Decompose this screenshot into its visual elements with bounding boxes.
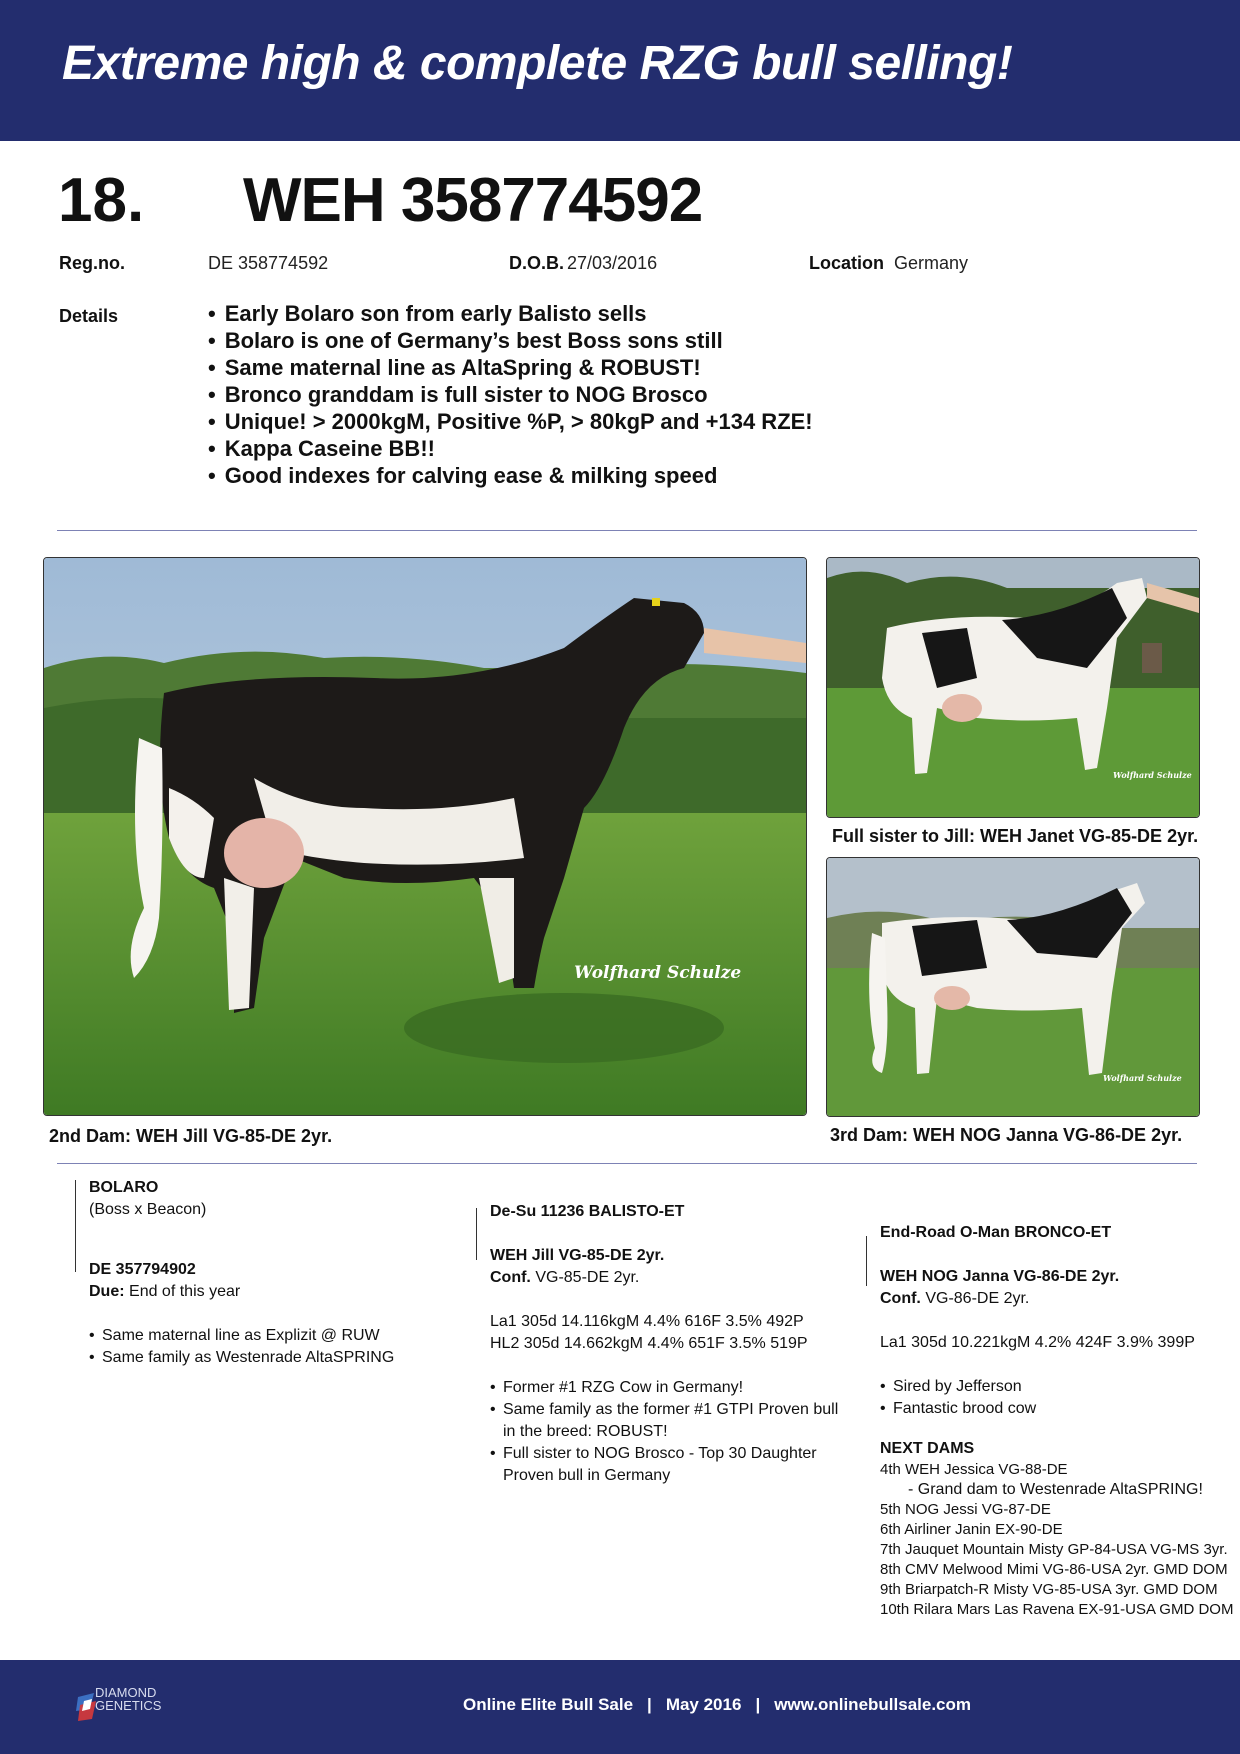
list-item: • Sired by Jefferson (880, 1376, 1210, 1398)
granddam-notes (880, 1376, 1210, 1420)
list-item: • Same maternal line as Explizit @ RUW (89, 1325, 449, 1347)
next-dams-title: NEXT DAMS (880, 1440, 975, 1457)
details-label: Details (59, 306, 119, 326)
third-dam-photo (826, 857, 1200, 1117)
conf-value: VG-85-DE 2yr. (535, 1269, 640, 1286)
sire-notes (89, 1325, 449, 1369)
footer-date: May 2016 (665, 1695, 742, 1714)
photographer-watermark: Wolfhard Schulze (1103, 1073, 1182, 1083)
divider (57, 1163, 1197, 1164)
lactation-record: HL2 305d 14.662kgM 4.4% 651F 3.5% 519P (490, 1335, 808, 1352)
next-dam: 5th NOG Jessi VG-87-DE (880, 1501, 1051, 1518)
list-item: • Former #1 RZG Cow in Germany! (490, 1377, 850, 1399)
details-item: • Bronco granddam is full sister to NOG Brosco (208, 381, 813, 408)
dam-notes (490, 1377, 850, 1487)
sister-cow-photo (826, 557, 1200, 818)
bull-name: WEH 358774592 (243, 166, 703, 235)
details-list (208, 300, 813, 489)
sire-parents: (Boss x Beacon) (89, 1201, 207, 1218)
lactation-record: La1 305d 14.116kgM 4.4% 616F 3.5% 492P (490, 1313, 804, 1330)
next-dam: 9th Briarpatch-R Misty VG-85-USA 3yr. GMD DOM (880, 1581, 1218, 1598)
granddam-name: WEH NOG Janna VG-86-DE 2yr. (880, 1268, 1120, 1285)
footer-bar (0, 1660, 1240, 1754)
sister-photo-caption: Full sister to Jill: WEH Janet VG-85-DE 2yr. (832, 826, 1199, 846)
details-item: • Unique! > 2000kgM, Positive %P, > 80kgP and +134 RZE! (208, 408, 813, 435)
pedigree-bracket (75, 1180, 76, 1272)
conf-value: VG-86-DE 2yr. (925, 1290, 1030, 1307)
page-title: Extreme high & complete RZG bull selling! (62, 37, 1013, 90)
details-item: • Early Bolaro son from early Balisto sells (208, 300, 813, 327)
next-dam: 10th Rilara Mars Las Ravena EX-91-USA GMD DOM (880, 1601, 1234, 1618)
sire-name: BOLARO (89, 1179, 159, 1196)
main-photo-caption: 2nd Dam: WEH Jill VG-85-DE 2yr. (49, 1126, 333, 1146)
header-banner (0, 0, 1240, 141)
details-item: • Bolaro is one of Germany’s best Boss sons still (208, 327, 813, 354)
footer-website-link[interactable]: www.onlinebullsale.com (774, 1695, 971, 1714)
logo-wordmark (95, 1686, 161, 1712)
next-dam: 8th CMV Melwood Mimi VG-86-USA 2yr. GMD DOM (880, 1561, 1228, 1578)
pedigree-bracket (866, 1236, 867, 1286)
pedigree-bracket (476, 1208, 477, 1260)
logo-line2: GENETICS (95, 1698, 162, 1713)
list-item: • Fantastic brood cow (880, 1398, 1210, 1420)
dam-column (490, 1201, 850, 1487)
dam-sire: De-Su 11236 BALISTO-ET (490, 1203, 685, 1220)
divider (57, 530, 1197, 531)
granddam-sire: End-Road O-Man BRONCO-ET (880, 1224, 1112, 1241)
next-dam-note: - Grand dam to Westenrade AltaSPRING! (908, 1481, 1203, 1498)
dam-name: WEH Jill VG-85-DE 2yr. (490, 1247, 665, 1264)
conf-label: Conf. (880, 1290, 921, 1307)
due-value: End of this year (129, 1283, 241, 1300)
third-dam-caption: 3rd Dam: WEH NOG Janna VG-86-DE 2yr. (830, 1125, 1183, 1145)
regno-label: Reg.no. (59, 253, 125, 273)
dob-value: 27/03/2016 (567, 253, 658, 273)
sire-column (89, 1177, 449, 1369)
next-dam: 7th Jauquet Mountain Misty GP-84-USA VG-MS 3yr. (880, 1541, 1228, 1558)
footer-event: Online Elite Bull Sale (463, 1695, 634, 1714)
photographer-watermark: Wolfhard Schulze (1113, 770, 1192, 780)
granddam-column (880, 1222, 1234, 1620)
lactation-record: La1 305d 10.221kgM 4.2% 424F 3.9% 399P (880, 1334, 1195, 1351)
next-dam: 6th Airliner Janin EX-90-DE (880, 1521, 1063, 1538)
dob-label: D.O.B. (509, 253, 565, 273)
due-label: Due: (89, 1283, 125, 1300)
conf-label: Conf. (490, 1269, 531, 1286)
main-cow-photo (43, 557, 807, 1116)
footer-text: Online Elite Bull Sale | May 2016 | www.onlinebullsale.com (463, 1695, 971, 1714)
photographer-watermark: Wolfhard Schulze (574, 963, 742, 983)
lot-number: 18. (58, 166, 145, 235)
next-dams-list (880, 1460, 1234, 1620)
next-dam: 4th WEH Jessica VG-88-DE (880, 1461, 1068, 1478)
list-item: • Same family as Westenrade AltaSPRING (89, 1347, 449, 1369)
list-item: • Same family as the former #1 GTPI Proven bull in the breed: ROBUST! (490, 1399, 850, 1443)
regno-value: DE 358774592 (208, 253, 329, 273)
details-item: • Kappa Caseine BB!! (208, 435, 813, 462)
location-value: Germany (894, 253, 969, 273)
list-item: • Full sister to NOG Brosco - Top 30 Daughter Proven bull in Germany (490, 1443, 850, 1487)
logo-line1: DIAMOND (95, 1685, 157, 1700)
location-label: Location (809, 253, 884, 273)
details-item: • Good indexes for calving ease & milking speed (208, 462, 813, 489)
sire-dam-id: DE 357794902 (89, 1261, 196, 1278)
details-item: • Same maternal line as AltaSpring & ROBUST! (208, 354, 813, 381)
